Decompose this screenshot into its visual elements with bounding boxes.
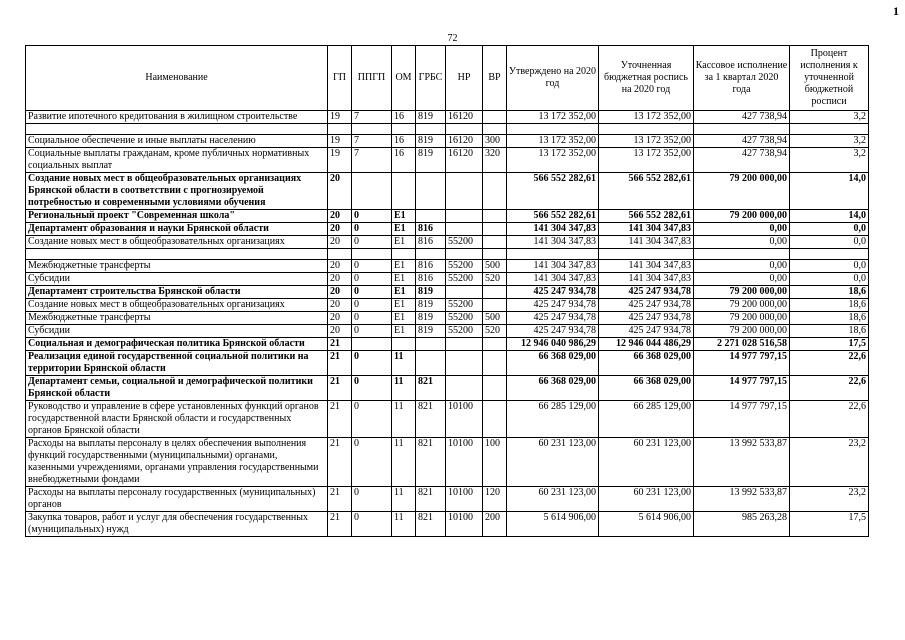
cell-gp: 21 xyxy=(328,338,352,351)
cell-nr: 55200 xyxy=(446,325,483,338)
spacer-cell xyxy=(483,249,507,260)
cell-gp: 20 xyxy=(328,312,352,325)
cell-percent: 14,0 xyxy=(790,173,869,210)
cell-cash: 0,00 xyxy=(694,273,790,286)
cell-gp: 20 xyxy=(328,273,352,286)
cell-gp: 21 xyxy=(328,438,352,487)
cell-approved: 566 552 282,61 xyxy=(507,173,599,210)
cell-approved: 425 247 934,78 xyxy=(507,312,599,325)
cell-refined: 5 614 906,00 xyxy=(599,512,694,537)
cell-percent: 23,2 xyxy=(790,438,869,487)
cell-om xyxy=(392,173,416,210)
cell-cash: 14 977 797,15 xyxy=(694,401,790,438)
cell-vr xyxy=(483,210,507,223)
cell-nr xyxy=(446,223,483,236)
cell-percent: 18,6 xyxy=(790,286,869,299)
cell-refined: 425 247 934,78 xyxy=(599,286,694,299)
cell-nr: 55200 xyxy=(446,236,483,249)
cell-om: E1 xyxy=(392,299,416,312)
cell-gp: 20 xyxy=(328,260,352,273)
cell-grbs: 821 xyxy=(416,512,446,537)
cell-ppgp: 0 xyxy=(352,210,392,223)
header-approved: Утверждено на 2020 год xyxy=(507,46,599,111)
cell-name: Реализация единой государственной социальной политики на территории Брянской области xyxy=(26,351,328,376)
cell-ppgp: 0 xyxy=(352,312,392,325)
header-name: Наименование xyxy=(26,46,328,111)
cell-om: E1 xyxy=(392,273,416,286)
cell-grbs: 819 xyxy=(416,111,446,124)
spacer-cell xyxy=(599,249,694,260)
cell-cash: 985 263,28 xyxy=(694,512,790,537)
header-om: ОМ xyxy=(392,46,416,111)
cell-ppgp: 7 xyxy=(352,135,392,148)
table-row xyxy=(26,438,869,487)
cell-om xyxy=(392,338,416,351)
cell-vr xyxy=(483,351,507,376)
cell-nr: 16120 xyxy=(446,111,483,124)
cell-name: Создание новых мест в общеобразовательных организациях Брянской области в соответствии с прогнозируемой потребностью и современными условиями обучения xyxy=(26,173,328,210)
cell-cash: 2 271 028 516,58 xyxy=(694,338,790,351)
cell-cash: 13 992 533,87 xyxy=(694,438,790,487)
cell-cash: 79 200 000,00 xyxy=(694,299,790,312)
spacer-cell xyxy=(352,249,392,260)
cell-vr xyxy=(483,173,507,210)
cell-refined: 425 247 934,78 xyxy=(599,312,694,325)
cell-cash: 13 992 533,87 xyxy=(694,487,790,512)
spacer-cell xyxy=(694,124,790,135)
cell-percent: 3,2 xyxy=(790,111,869,124)
cell-refined: 12 946 044 486,29 xyxy=(599,338,694,351)
cell-approved: 141 304 347,83 xyxy=(507,223,599,236)
cell-om: E1 xyxy=(392,312,416,325)
header-ppgp: ППГП xyxy=(352,46,392,111)
cell-ppgp: 7 xyxy=(352,148,392,173)
cell-om: E1 xyxy=(392,210,416,223)
cell-grbs: 821 xyxy=(416,401,446,438)
table-row xyxy=(26,173,869,210)
cell-ppgp: 0 xyxy=(352,487,392,512)
cell-ppgp: 0 xyxy=(352,401,392,438)
page-number: 72 xyxy=(447,33,458,44)
cell-nr: 10100 xyxy=(446,487,483,512)
cell-vr: 520 xyxy=(483,325,507,338)
cell-refined: 66 368 029,00 xyxy=(599,351,694,376)
cell-percent: 0,0 xyxy=(790,223,869,236)
cell-percent: 18,6 xyxy=(790,325,869,338)
header-percent: Процент исполнения к уточненной бюджетной росписи xyxy=(790,46,869,111)
cell-gp: 19 xyxy=(328,135,352,148)
cell-name: Закупка товаров, работ и услуг для обеспечения государственных (муниципальных) нужд xyxy=(26,512,328,537)
cell-om: 11 xyxy=(392,512,416,537)
cell-grbs xyxy=(416,173,446,210)
cell-approved: 60 231 123,00 xyxy=(507,487,599,512)
cell-cash: 79 200 000,00 xyxy=(694,173,790,210)
cell-vr xyxy=(483,236,507,249)
cell-gp: 21 xyxy=(328,351,352,376)
cell-ppgp: 0 xyxy=(352,273,392,286)
cell-percent: 23,2 xyxy=(790,487,869,512)
cell-nr xyxy=(446,286,483,299)
cell-refined: 425 247 934,78 xyxy=(599,299,694,312)
cell-om: 16 xyxy=(392,148,416,173)
table-row xyxy=(26,512,869,537)
cell-grbs: 819 xyxy=(416,286,446,299)
cell-om: 11 xyxy=(392,401,416,438)
cell-ppgp: 0 xyxy=(352,286,392,299)
cell-approved: 141 304 347,83 xyxy=(507,260,599,273)
cell-om: E1 xyxy=(392,223,416,236)
cell-grbs: 821 xyxy=(416,438,446,487)
cell-approved: 13 172 352,00 xyxy=(507,135,599,148)
cell-om: 11 xyxy=(392,376,416,401)
cell-ppgp: 0 xyxy=(352,438,392,487)
cell-cash: 427 738,94 xyxy=(694,111,790,124)
cell-nr: 55200 xyxy=(446,273,483,286)
cell-ppgp: 0 xyxy=(352,260,392,273)
spacer-cell xyxy=(392,249,416,260)
cell-nr xyxy=(446,173,483,210)
cell-refined: 141 304 347,83 xyxy=(599,223,694,236)
cell-refined: 60 231 123,00 xyxy=(599,487,694,512)
spacer-row xyxy=(26,249,869,260)
cell-approved: 12 946 040 986,29 xyxy=(507,338,599,351)
cell-cash: 0,00 xyxy=(694,223,790,236)
cell-approved: 66 368 029,00 xyxy=(507,351,599,376)
cell-cash: 427 738,94 xyxy=(694,135,790,148)
cell-percent: 0,0 xyxy=(790,236,869,249)
cell-gp: 20 xyxy=(328,210,352,223)
cell-ppgp xyxy=(352,338,392,351)
cell-gp: 20 xyxy=(328,236,352,249)
cell-cash: 79 200 000,00 xyxy=(694,325,790,338)
spacer-cell xyxy=(790,249,869,260)
cell-gp: 19 xyxy=(328,148,352,173)
cell-om: E1 xyxy=(392,260,416,273)
cell-approved: 13 172 352,00 xyxy=(507,148,599,173)
spacer-cell xyxy=(26,124,328,135)
table-row xyxy=(26,236,869,249)
cell-vr: 300 xyxy=(483,135,507,148)
cell-grbs xyxy=(416,338,446,351)
cell-nr: 16120 xyxy=(446,135,483,148)
cell-om: 11 xyxy=(392,438,416,487)
cell-approved: 566 552 282,61 xyxy=(507,210,599,223)
table-row xyxy=(26,312,869,325)
cell-cash: 14 977 797,15 xyxy=(694,351,790,376)
spacer-cell xyxy=(328,249,352,260)
cell-refined: 141 304 347,83 xyxy=(599,236,694,249)
table-row xyxy=(26,338,869,351)
cell-grbs: 816 xyxy=(416,260,446,273)
cell-ppgp: 7 xyxy=(352,111,392,124)
cell-cash: 0,00 xyxy=(694,260,790,273)
cell-name: Социальное обеспечение и иные выплаты населению xyxy=(26,135,328,148)
cell-cash: 79 200 000,00 xyxy=(694,312,790,325)
cell-vr: 200 xyxy=(483,512,507,537)
cell-name: Расходы на выплаты персоналу в целях обеспечения выполнения функций государственными (муниципальными) органами, казенными учреждениями, органами управления государственными внебюджетными фондами xyxy=(26,438,328,487)
table-row xyxy=(26,376,869,401)
cell-refined: 141 304 347,83 xyxy=(599,273,694,286)
cell-cash: 427 738,94 xyxy=(694,148,790,173)
spacer-cell xyxy=(328,124,352,135)
spacer-cell xyxy=(483,124,507,135)
spacer-cell xyxy=(599,124,694,135)
cell-grbs xyxy=(416,210,446,223)
cell-om: 16 xyxy=(392,135,416,148)
spacer-cell xyxy=(790,124,869,135)
cell-refined: 13 172 352,00 xyxy=(599,148,694,173)
budget-table xyxy=(25,45,869,537)
spacer-cell xyxy=(507,124,599,135)
cell-nr xyxy=(446,376,483,401)
table-row xyxy=(26,286,869,299)
cell-grbs: 816 xyxy=(416,236,446,249)
table-row xyxy=(26,260,869,273)
cell-name: Департамент строительства Брянской области xyxy=(26,286,328,299)
cell-ppgp: 0 xyxy=(352,325,392,338)
table-row xyxy=(26,487,869,512)
cell-om: 11 xyxy=(392,351,416,376)
cell-nr: 55200 xyxy=(446,299,483,312)
table-body xyxy=(26,111,869,537)
cell-name: Развитие ипотечного кредитования в жилищном строительстве xyxy=(26,111,328,124)
cell-percent: 22,6 xyxy=(790,376,869,401)
header-refined: Уточненная бюджетная роспись на 2020 год xyxy=(599,46,694,111)
cell-refined: 13 172 352,00 xyxy=(599,111,694,124)
cell-vr: 520 xyxy=(483,273,507,286)
cell-grbs: 819 xyxy=(416,148,446,173)
cell-ppgp: 0 xyxy=(352,376,392,401)
table-row xyxy=(26,111,869,124)
cell-vr xyxy=(483,286,507,299)
cell-nr: 10100 xyxy=(446,512,483,537)
cell-gp: 20 xyxy=(328,223,352,236)
cell-percent: 0,0 xyxy=(790,273,869,286)
cell-vr: 120 xyxy=(483,487,507,512)
cell-refined: 566 552 282,61 xyxy=(599,210,694,223)
cell-vr xyxy=(483,299,507,312)
cell-approved: 66 285 129,00 xyxy=(507,401,599,438)
cell-approved: 5 614 906,00 xyxy=(507,512,599,537)
cell-refined: 66 368 029,00 xyxy=(599,376,694,401)
spacer-row xyxy=(26,124,869,135)
cell-vr: 500 xyxy=(483,312,507,325)
cell-vr: 500 xyxy=(483,260,507,273)
spacer-cell xyxy=(507,249,599,260)
cell-vr xyxy=(483,376,507,401)
cell-approved: 425 247 934,78 xyxy=(507,325,599,338)
table-row xyxy=(26,210,869,223)
table-row xyxy=(26,299,869,312)
table-row xyxy=(26,401,869,438)
cell-approved: 13 172 352,00 xyxy=(507,111,599,124)
cell-name: Департамент образования и науки Брянской области xyxy=(26,223,328,236)
cell-percent: 18,6 xyxy=(790,312,869,325)
cell-name: Расходы на выплаты персоналу государственных (муниципальных) органов xyxy=(26,487,328,512)
cell-gp: 21 xyxy=(328,512,352,537)
cell-name: Субсидии xyxy=(26,273,328,286)
cell-om: E1 xyxy=(392,286,416,299)
cell-refined: 566 552 282,61 xyxy=(599,173,694,210)
table-header-row xyxy=(26,46,869,111)
cell-om: E1 xyxy=(392,236,416,249)
cell-vr xyxy=(483,338,507,351)
cell-gp: 20 xyxy=(328,173,352,210)
table-row xyxy=(26,325,869,338)
cell-gp: 19 xyxy=(328,111,352,124)
cell-approved: 425 247 934,78 xyxy=(507,286,599,299)
header-vr: ВР xyxy=(483,46,507,111)
cell-percent: 3,2 xyxy=(790,135,869,148)
cell-nr: 10100 xyxy=(446,401,483,438)
cell-refined: 425 247 934,78 xyxy=(599,325,694,338)
cell-refined: 60 231 123,00 xyxy=(599,438,694,487)
cell-percent: 3,2 xyxy=(790,148,869,173)
cell-percent: 22,6 xyxy=(790,401,869,438)
cell-approved: 141 304 347,83 xyxy=(507,236,599,249)
cell-approved: 425 247 934,78 xyxy=(507,299,599,312)
cell-ppgp: 0 xyxy=(352,351,392,376)
cell-grbs: 819 xyxy=(416,312,446,325)
cell-cash: 14 977 797,15 xyxy=(694,376,790,401)
spacer-cell xyxy=(694,249,790,260)
spacer-cell xyxy=(446,249,483,260)
cell-percent: 17,5 xyxy=(790,338,869,351)
cell-grbs: 816 xyxy=(416,273,446,286)
cell-name: Межбюджетные трансферты xyxy=(26,312,328,325)
cell-vr xyxy=(483,111,507,124)
cell-name: Создание новых мест в общеобразовательных организациях xyxy=(26,299,328,312)
cell-percent: 22,6 xyxy=(790,351,869,376)
cell-grbs: 819 xyxy=(416,325,446,338)
cell-nr xyxy=(446,338,483,351)
corner-mark: 1 xyxy=(893,4,899,18)
cell-om: E1 xyxy=(392,325,416,338)
cell-percent: 17,5 xyxy=(790,512,869,537)
cell-percent: 14,0 xyxy=(790,210,869,223)
spacer-cell xyxy=(352,124,392,135)
cell-approved: 66 368 029,00 xyxy=(507,376,599,401)
cell-name: Департамент семьи, социальной и демографической политики Брянской области xyxy=(26,376,328,401)
cell-nr: 55200 xyxy=(446,260,483,273)
header-cash: Кассовое исполнение за 1 квартал 2020 года xyxy=(694,46,790,111)
cell-gp: 21 xyxy=(328,401,352,438)
cell-grbs: 819 xyxy=(416,135,446,148)
table-row xyxy=(26,223,869,236)
cell-gp: 21 xyxy=(328,376,352,401)
cell-grbs: 819 xyxy=(416,299,446,312)
cell-nr: 16120 xyxy=(446,148,483,173)
cell-om: 11 xyxy=(392,487,416,512)
cell-nr xyxy=(446,351,483,376)
cell-name: Социальные выплаты гражданам, кроме публичных нормативных социальных выплат xyxy=(26,148,328,173)
cell-name: Субсидии xyxy=(26,325,328,338)
spacer-cell xyxy=(416,249,446,260)
table-row xyxy=(26,351,869,376)
cell-gp: 20 xyxy=(328,299,352,312)
cell-ppgp: 0 xyxy=(352,299,392,312)
cell-grbs: 821 xyxy=(416,487,446,512)
cell-grbs: 816 xyxy=(416,223,446,236)
cell-refined: 13 172 352,00 xyxy=(599,135,694,148)
cell-approved: 141 304 347,83 xyxy=(507,273,599,286)
cell-grbs xyxy=(416,351,446,376)
cell-name: Региональный проект "Современная школа" xyxy=(26,210,328,223)
spacer-cell xyxy=(446,124,483,135)
cell-vr xyxy=(483,223,507,236)
header-grbs: ГРБС xyxy=(416,46,446,111)
header-gp: ГП xyxy=(328,46,352,111)
cell-approved: 60 231 123,00 xyxy=(507,438,599,487)
cell-ppgp: 0 xyxy=(352,512,392,537)
cell-name: Руководство и управление в сфере установленных функций органов государственной власти Брянской области и государственных органов Брянской области xyxy=(26,401,328,438)
cell-gp: 21 xyxy=(328,487,352,512)
cell-cash: 79 200 000,00 xyxy=(694,210,790,223)
cell-nr: 10100 xyxy=(446,438,483,487)
cell-ppgp: 0 xyxy=(352,236,392,249)
cell-vr: 100 xyxy=(483,438,507,487)
cell-nr xyxy=(446,210,483,223)
cell-om: 16 xyxy=(392,111,416,124)
cell-nr: 55200 xyxy=(446,312,483,325)
cell-name: Межбюджетные трансферты xyxy=(26,260,328,273)
spacer-cell xyxy=(416,124,446,135)
spacer-cell xyxy=(26,249,328,260)
cell-ppgp xyxy=(352,173,392,210)
cell-refined: 141 304 347,83 xyxy=(599,260,694,273)
cell-percent: 18,6 xyxy=(790,299,869,312)
header-nr: НР xyxy=(446,46,483,111)
cell-name: Создание новых мест в общеобразовательных организациях xyxy=(26,236,328,249)
cell-percent: 0,0 xyxy=(790,260,869,273)
cell-cash: 79 200 000,00 xyxy=(694,286,790,299)
cell-vr xyxy=(483,401,507,438)
cell-vr: 320 xyxy=(483,148,507,173)
table-row xyxy=(26,135,869,148)
cell-gp: 20 xyxy=(328,325,352,338)
table-row xyxy=(26,273,869,286)
cell-grbs: 821 xyxy=(416,376,446,401)
spacer-cell xyxy=(392,124,416,135)
table-row xyxy=(26,148,869,173)
cell-ppgp: 0 xyxy=(352,223,392,236)
cell-cash: 0,00 xyxy=(694,236,790,249)
cell-refined: 66 285 129,00 xyxy=(599,401,694,438)
cell-gp: 20 xyxy=(328,286,352,299)
cell-name: Социальная и демографическая политика Брянской области xyxy=(26,338,328,351)
